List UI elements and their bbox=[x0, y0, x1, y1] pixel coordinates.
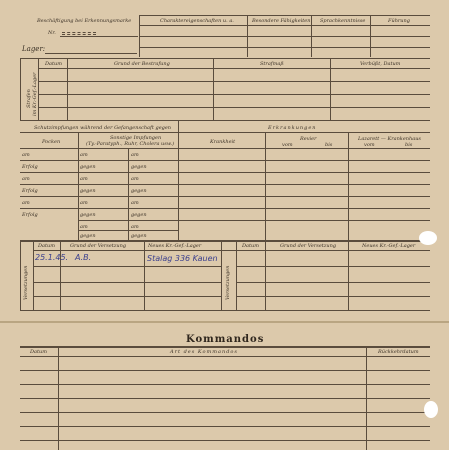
languages-label: Sprachkenntnisse bbox=[320, 18, 366, 24]
other-vaccinations-header: Sonstige Impfungen bbox=[110, 135, 162, 141]
transfers-row-line bbox=[236, 296, 430, 297]
number-label: Nr. bbox=[48, 30, 56, 36]
vacc-row-label: am bbox=[22, 152, 30, 158]
kommandos-row-line bbox=[20, 412, 430, 413]
transfers-row-line bbox=[33, 282, 221, 283]
kommandos-top-line bbox=[20, 346, 430, 348]
vacc-row-label: Erfolg bbox=[22, 188, 38, 194]
transfers-newcamp-header-right: Neues Kr.-Gef.-Lager bbox=[362, 243, 416, 249]
transfer-reason-handwritten: A.B. bbox=[75, 253, 92, 262]
kommandos-row-line bbox=[20, 426, 430, 427]
other-vaccinations-header-2: (Ty.-Paratyph., Ruhr, Cholera usw.) bbox=[86, 141, 175, 147]
workplace-label: Beschäftigung bei Erkennungsmarke bbox=[37, 18, 132, 24]
transfers-left-border bbox=[20, 240, 21, 310]
punishments-side-label: Strafen bbox=[26, 89, 32, 108]
punishments-row-line bbox=[38, 81, 430, 82]
vacc-cell: am bbox=[131, 224, 139, 230]
illness-row-line bbox=[178, 184, 430, 185]
number-underline bbox=[60, 36, 138, 37]
transfers-top-line bbox=[20, 240, 430, 242]
conduct-label: Führung bbox=[388, 18, 410, 24]
vacc-cell: am bbox=[131, 200, 139, 206]
vacc-cell: gegen bbox=[131, 212, 147, 218]
punishments-served-header: Verbüßt, Datum bbox=[360, 61, 401, 67]
punishments-left-border bbox=[20, 58, 21, 120]
header-row-line bbox=[139, 36, 430, 37]
vacc-row-line bbox=[20, 196, 178, 197]
punishments-row-line bbox=[38, 68, 430, 69]
illness-row-line bbox=[178, 196, 430, 197]
vacc-cell: am bbox=[80, 176, 88, 182]
special-skills-label: Besondere Fähigkeiten bbox=[252, 18, 311, 24]
kommandos-date-header: Datum bbox=[30, 349, 47, 355]
transfers-row-line bbox=[33, 266, 221, 267]
punishments-side-label-2: im Kr.-Gef.-Lager bbox=[32, 72, 38, 116]
transfers-bottom-line bbox=[20, 310, 430, 311]
vacc-row-line bbox=[78, 230, 178, 231]
kommandos-row-line bbox=[20, 370, 430, 371]
vacc-row-line bbox=[20, 208, 178, 209]
transfers-row-line bbox=[33, 296, 221, 297]
transfers-side-label: Versetzungen bbox=[23, 265, 29, 300]
vacc-row-label: Erfolg bbox=[22, 212, 38, 218]
vacc-cell: am bbox=[80, 224, 88, 230]
vacc-cell: am bbox=[131, 176, 139, 182]
header-row-line bbox=[139, 47, 430, 48]
illness-row-line bbox=[178, 172, 430, 173]
camp-label: Lager: bbox=[22, 45, 46, 53]
header-top-line bbox=[139, 15, 430, 16]
punishments-bottom-line bbox=[20, 120, 430, 121]
card-fold bbox=[0, 321, 449, 323]
camp-underline bbox=[45, 53, 137, 54]
number-field-line bbox=[62, 34, 96, 35]
vacc-cell: am bbox=[80, 152, 88, 158]
vacc-cell: gegen bbox=[80, 212, 96, 218]
disease-header: Krankheit bbox=[210, 139, 236, 145]
illnesses-title: Erkrankungen bbox=[268, 125, 317, 131]
kommandos-return-header: Rückkehrdatum bbox=[378, 349, 419, 355]
punishments-penalty-header: Strafmaß bbox=[260, 61, 284, 67]
pox-header: Pocken bbox=[42, 139, 61, 145]
illness-row-line bbox=[178, 220, 430, 221]
vacc-row-label: Erfolg bbox=[22, 164, 38, 170]
vacc-cell: gegen bbox=[131, 188, 147, 194]
vaccinations-header-line bbox=[20, 132, 430, 133]
characteristics-label: Charaktereigenschaften u. a. bbox=[160, 18, 234, 24]
transfers-reason-header-right: Grund der Versetzung bbox=[280, 243, 337, 249]
punch-hole bbox=[419, 231, 437, 245]
kommandos-row-line bbox=[20, 440, 430, 441]
header-row-line bbox=[139, 25, 430, 26]
vacc-cell: am bbox=[131, 152, 139, 158]
section-divider bbox=[178, 120, 179, 240]
transfer-date-handwritten: 25.1.45. bbox=[35, 253, 69, 262]
illness-row-line bbox=[178, 208, 430, 209]
punch-hole bbox=[424, 401, 438, 418]
hospital-to-label: bis bbox=[405, 142, 413, 148]
vaccinations-title: Schutzimpfungen während der Gefangenschaft gegen bbox=[34, 125, 172, 131]
vacc-row-line bbox=[78, 220, 178, 221]
punishments-row-line bbox=[38, 94, 430, 95]
kommandos-title: Kommandos bbox=[186, 334, 265, 345]
transfers-row-line bbox=[236, 266, 430, 267]
ward-to-label: bis bbox=[325, 142, 333, 148]
vacc-cell: gegen bbox=[80, 188, 96, 194]
punishments-date-header: Datum bbox=[45, 61, 62, 67]
punishments-top-line bbox=[20, 58, 430, 59]
illness-row-line bbox=[178, 160, 430, 161]
number-field bbox=[62, 32, 96, 33]
vaccinations-row-line bbox=[20, 148, 430, 149]
vacc-cell: gegen bbox=[80, 233, 96, 239]
vacc-row-line bbox=[20, 184, 178, 185]
ward-from-label: vom bbox=[282, 142, 293, 148]
transfers-date-header: Datum bbox=[38, 243, 55, 249]
vacc-row-line bbox=[20, 172, 178, 173]
vacc-cell: gegen bbox=[131, 233, 147, 239]
vacc-row-label: am bbox=[22, 200, 30, 206]
kommandos-row-line bbox=[20, 398, 430, 399]
transfers-date-header-right: Datum bbox=[242, 243, 259, 249]
vacc-row-line bbox=[20, 160, 178, 161]
punishments-reason-header: Grund der Bestrafung bbox=[114, 61, 170, 67]
kommandos-header-line bbox=[20, 356, 430, 357]
vacc-cell: gegen bbox=[80, 164, 96, 170]
vacc-cell: am bbox=[80, 200, 88, 206]
transfers-row-line bbox=[236, 282, 430, 283]
kommandos-type-header: Art des Kommandos bbox=[170, 349, 238, 355]
transfer-newcamp-handwritten: Stalag 336 Kauen bbox=[147, 254, 218, 263]
vacc-cell: gegen bbox=[131, 164, 147, 170]
punishments-row-line bbox=[38, 107, 430, 108]
hospital-from-label: vom bbox=[364, 142, 375, 148]
vacc-row-label: am bbox=[22, 176, 30, 182]
kommandos-row-line bbox=[20, 384, 430, 385]
hospital-header: Lazarett — Krankenhaus bbox=[358, 136, 421, 142]
transfers-header-line bbox=[33, 250, 430, 251]
transfers-reason-header: Grund der Versetzung bbox=[70, 243, 127, 249]
vaccinations-col-line bbox=[128, 148, 129, 240]
transfers-side-label-right: Versetzungen bbox=[225, 265, 231, 300]
transfers-newcamp-header: Neues Kr.-Gef.-Lager bbox=[148, 243, 202, 249]
ward-header: Revier bbox=[300, 136, 317, 142]
